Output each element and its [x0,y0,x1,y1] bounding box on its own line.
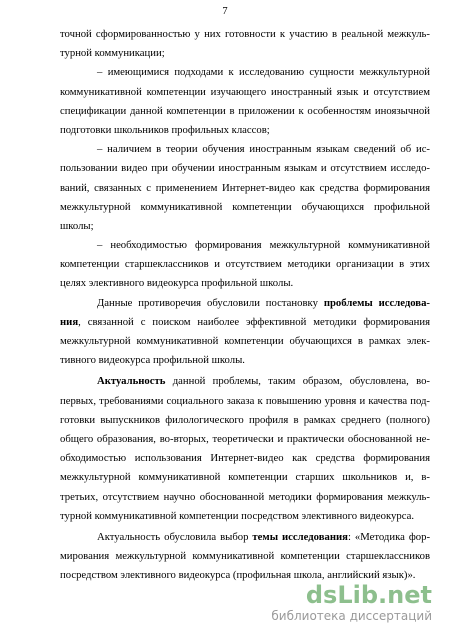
page-number: 7 [222,6,228,17]
watermark-logo: dsLib.net [305,581,432,609]
text-line: турной коммуникативной компетенции посредством элективного видеокурса. [60,509,415,522]
list-item-line: – наличием в теории обучения иностранным языкам сведений об ис- [97,143,430,156]
text-line: межкультурной коммуникативной компетенции обучающихся в рамках элек- [60,335,430,347]
key-term: темы исследования [252,530,348,543]
text-line: тивного видеокурса профильной школы. [60,354,245,367]
text-line: спецификации данной компетенции в приложении к особенностям иноязычной [60,104,430,117]
text-line: коммуникативной компетенции изучающего иностранный язык и отсутствием [60,85,430,98]
text-line: пользовании видео при обучении иностранным языкам и отсутствием исследо- [60,162,430,175]
key-term: ния [60,315,79,328]
document-body [60,25,430,585]
text-line: мирования межкультурной коммуникативной компетенции старшеклассников [60,550,430,563]
paragraph-text: , связанной с поиском наиболее эффективной методики формирования [78,315,430,328]
list-item-line: – имеющимися подходами к исследованию сущности межкультурной [97,66,430,79]
list-item-line: – необходимостью формирования межкультурной коммуникативной [97,239,430,252]
text-line: общего образования, во-вторых, теоретически и практически обоснованной не- [60,432,430,445]
paragraph-text: Данные противоречия обусловили постановку [97,296,324,309]
paragraph-line [60,294,430,313]
text-line: обходимостью использования Интернет-видео как средства формирования [60,452,430,465]
text-line: школы; [60,219,94,232]
paragraph-line [60,313,430,332]
text-line: целях элективного видеокурса профильной школы. [60,277,294,290]
text-line: первых, требованиями социального заказа к повышению уровня и качества под- [60,394,430,407]
key-term: проблемы исследова- [323,296,430,309]
paragraph-text: данной проблемы, таким образом, обусловлена, во- [165,375,430,388]
key-term: Актуальность [97,375,166,388]
text-line: точной сформированностью у них готовности к участию в реальной межкуль- [60,28,430,40]
text-line: межкультурной коммуникативной компетенции обучающихся профильной [60,200,430,213]
text-line: межкультурной коммуникативной компетенции старших школьников и, в- [60,471,430,484]
watermark [252,581,432,625]
text-line: компетенции старшеклассников и отсутствием методики организации в этих [60,258,430,271]
text-line: ваний, связанных с применением Интернет-видео как средства формирования [60,181,430,194]
paragraph-text: Актуальность обусловила выбор [97,530,253,543]
paragraph-line [60,372,430,391]
paragraph-text: : «Методика фор- [347,530,430,543]
paragraph-line [60,528,430,547]
text-line: посредством элективного видеокурса (профильная школа, английский язык)». [60,569,416,582]
watermark-subtitle: библиотека диссертаций [271,609,432,623]
text-line: турной коммуникации; [60,47,165,60]
text-line: готовки выпускников филологического профиля в рамках среднего (полного) [60,413,430,426]
text-line: подготовки школьников профильных классов; [60,123,270,136]
text-line: третьих, отсутствием научно обоснованной методики формирования межкуль- [60,490,430,503]
